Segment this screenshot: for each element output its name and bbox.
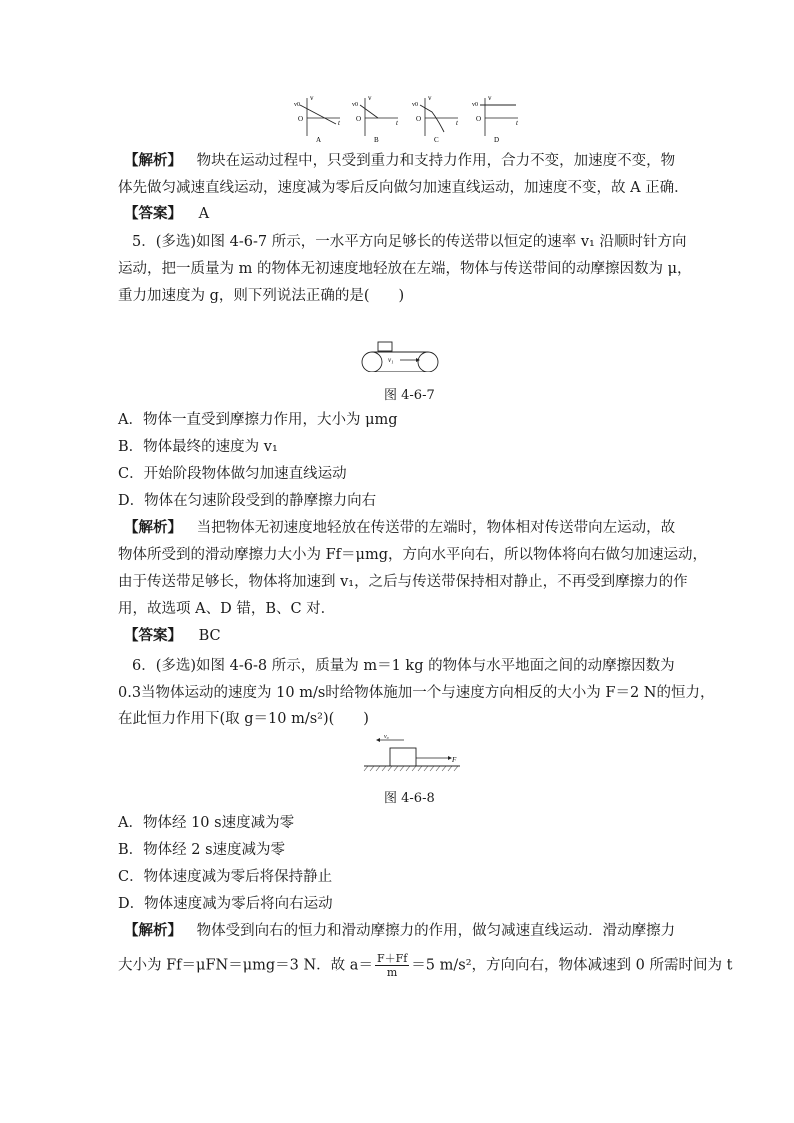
graph-label-d: D xyxy=(494,136,500,144)
block-f-label: F xyxy=(452,756,457,764)
q6-analysis-text-1: 物体受到向右的恒力和滑动摩擦力的作用，做匀减速直线运动．滑动摩擦力 xyxy=(196,923,676,939)
svg-text:v0: v0 xyxy=(294,102,300,108)
q6-option-b: B．物体经 2 s速度减为零 xyxy=(118,842,286,858)
svg-text:v: v xyxy=(310,94,314,102)
svg-text:t: t xyxy=(456,119,458,127)
answer-tag: 【答案】 xyxy=(124,628,182,644)
svg-text:v: v xyxy=(368,94,372,102)
fraction-denominator: m xyxy=(386,966,398,979)
q5-option-a: A．物体一直受到摩擦力作用，大小为 μmg xyxy=(118,412,398,428)
q6-figure-caption: 图 4-6-8 xyxy=(384,791,435,806)
q6-option-d: D．物体速度减为零后将向右运动 xyxy=(118,896,333,912)
q4-answer: A xyxy=(198,206,210,222)
q4-analysis-line-2: 体先做匀减速直线运动，速度减为零后反向做匀加速直线运动，加速度不变，故 A 正确． xyxy=(118,180,689,196)
svg-text:v0: v0 xyxy=(352,102,358,108)
analysis-tag: 【解析】 xyxy=(124,153,182,169)
q6-stem-line-2: 0.3当物体运动的速度为 10 m/s时给物体施加一个与速度方向相反的大小为 F＝2 N的恒力， xyxy=(118,685,715,701)
svg-text:t: t xyxy=(338,119,340,127)
block-on-ground-figure xyxy=(362,734,462,774)
graph-d xyxy=(472,94,519,144)
q5-option-d: D．物体在匀速阶段受到的静摩擦力向右 xyxy=(118,493,377,509)
svg-text:v0: v0 xyxy=(472,102,478,108)
analysis-tag: 【解析】 xyxy=(124,923,182,939)
svg-text:v: v xyxy=(488,94,492,102)
vt-graph-options xyxy=(290,92,530,144)
q5-analysis-line-4: 用，故选项 A、D 错，B、C 对． xyxy=(118,601,336,617)
q5-stem-line-2: 运动，把一质量为 m 的物体无初速度地轻放在左端，物体与传送带间的动摩擦因数为 μ， xyxy=(118,261,692,277)
svg-text:O: O xyxy=(298,115,304,123)
q4-analysis-line-1 xyxy=(124,148,675,175)
q6-analysis-text-2b: ＝5 m/s²，方向向右，物体减速到 0 所需时间为 t xyxy=(411,957,733,974)
q6-analysis-line-1 xyxy=(124,918,675,945)
q5-option-b: B．物体最终的速度为 v₁ xyxy=(118,439,278,455)
q6-option-a: A．物体经 10 s速度减为零 xyxy=(118,815,295,831)
q5-answer: BC xyxy=(198,628,221,644)
svg-text:t: t xyxy=(396,119,398,127)
block-v-label: v₀ xyxy=(384,734,389,740)
graph-c xyxy=(412,94,459,144)
svg-text:O: O xyxy=(476,115,482,123)
q6-option-c: C．物体速度减为零后将保持静止 xyxy=(118,869,333,885)
q5-analysis-line-2: 物体所受到的滑动摩擦力大小为 Ff＝μmg，方向水平向右，所以物体将向右做匀加速运动， xyxy=(118,547,707,563)
q5-analysis-line-3: 由于传送带足够长，物体将加速到 v₁，之后与传送带保持相对静止，不再受到摩擦力的作 xyxy=(118,574,688,590)
q5-stem-line-3: 重力加速度为 g，则下列说法正确的是( ) xyxy=(118,288,405,304)
graph-label-b: B xyxy=(374,136,379,144)
svg-text:v0: v0 xyxy=(412,102,418,108)
q4-analysis-text-1: 物块在运动过程中，只受到重力和支持力作用，合力不变，加速度不变，物 xyxy=(196,153,676,169)
q5-stem-line-1: 5．(多选)如图 4-6-7 所示，一水平方向足够长的传送带以恒定的速率 v₁ 沿顺时针方向 xyxy=(132,234,687,250)
conveyor-v-label: v₁ xyxy=(388,356,394,364)
graph-a xyxy=(294,94,341,144)
q6-analysis-text-2a: 大小为 Ff＝μFN＝μmg＝3 N．故 a＝ xyxy=(118,957,373,974)
q4-answer-line xyxy=(124,201,209,228)
q6-analysis-line-2 xyxy=(118,952,732,980)
svg-text:v: v xyxy=(428,94,432,102)
graph-b xyxy=(352,94,399,144)
q6-stem-line-1: 6．(多选)如图 4-6-8 所示，质量为 m＝1 kg 的物体与水平地面之间的动摩擦因数为 xyxy=(132,658,675,674)
q5-analysis-line-1 xyxy=(124,515,675,542)
acceleration-fraction xyxy=(375,952,409,979)
q6-stem-line-3: 在此恒力作用下(取 g＝10 m/s²)( ) xyxy=(118,711,369,727)
q5-analysis-text-1: 当把物体无初速度地轻放在传送带的左端时，物体相对传送带向左运动，故 xyxy=(196,520,676,536)
q5-option-c: C．开始阶段物体做匀加速直线运动 xyxy=(118,466,347,482)
graph-label-c: C xyxy=(434,136,439,144)
conveyor-belt-figure xyxy=(360,338,440,372)
q5-answer-line xyxy=(124,623,221,650)
fraction-numerator: F＋Ff xyxy=(376,952,408,965)
graph-label-a: A xyxy=(316,136,322,144)
q5-figure-caption: 图 4-6-7 xyxy=(384,388,435,403)
svg-text:O: O xyxy=(356,115,362,123)
analysis-tag: 【解析】 xyxy=(124,520,182,536)
svg-text:t: t xyxy=(516,119,518,127)
answer-tag: 【答案】 xyxy=(124,206,182,222)
svg-text:O: O xyxy=(416,115,422,123)
